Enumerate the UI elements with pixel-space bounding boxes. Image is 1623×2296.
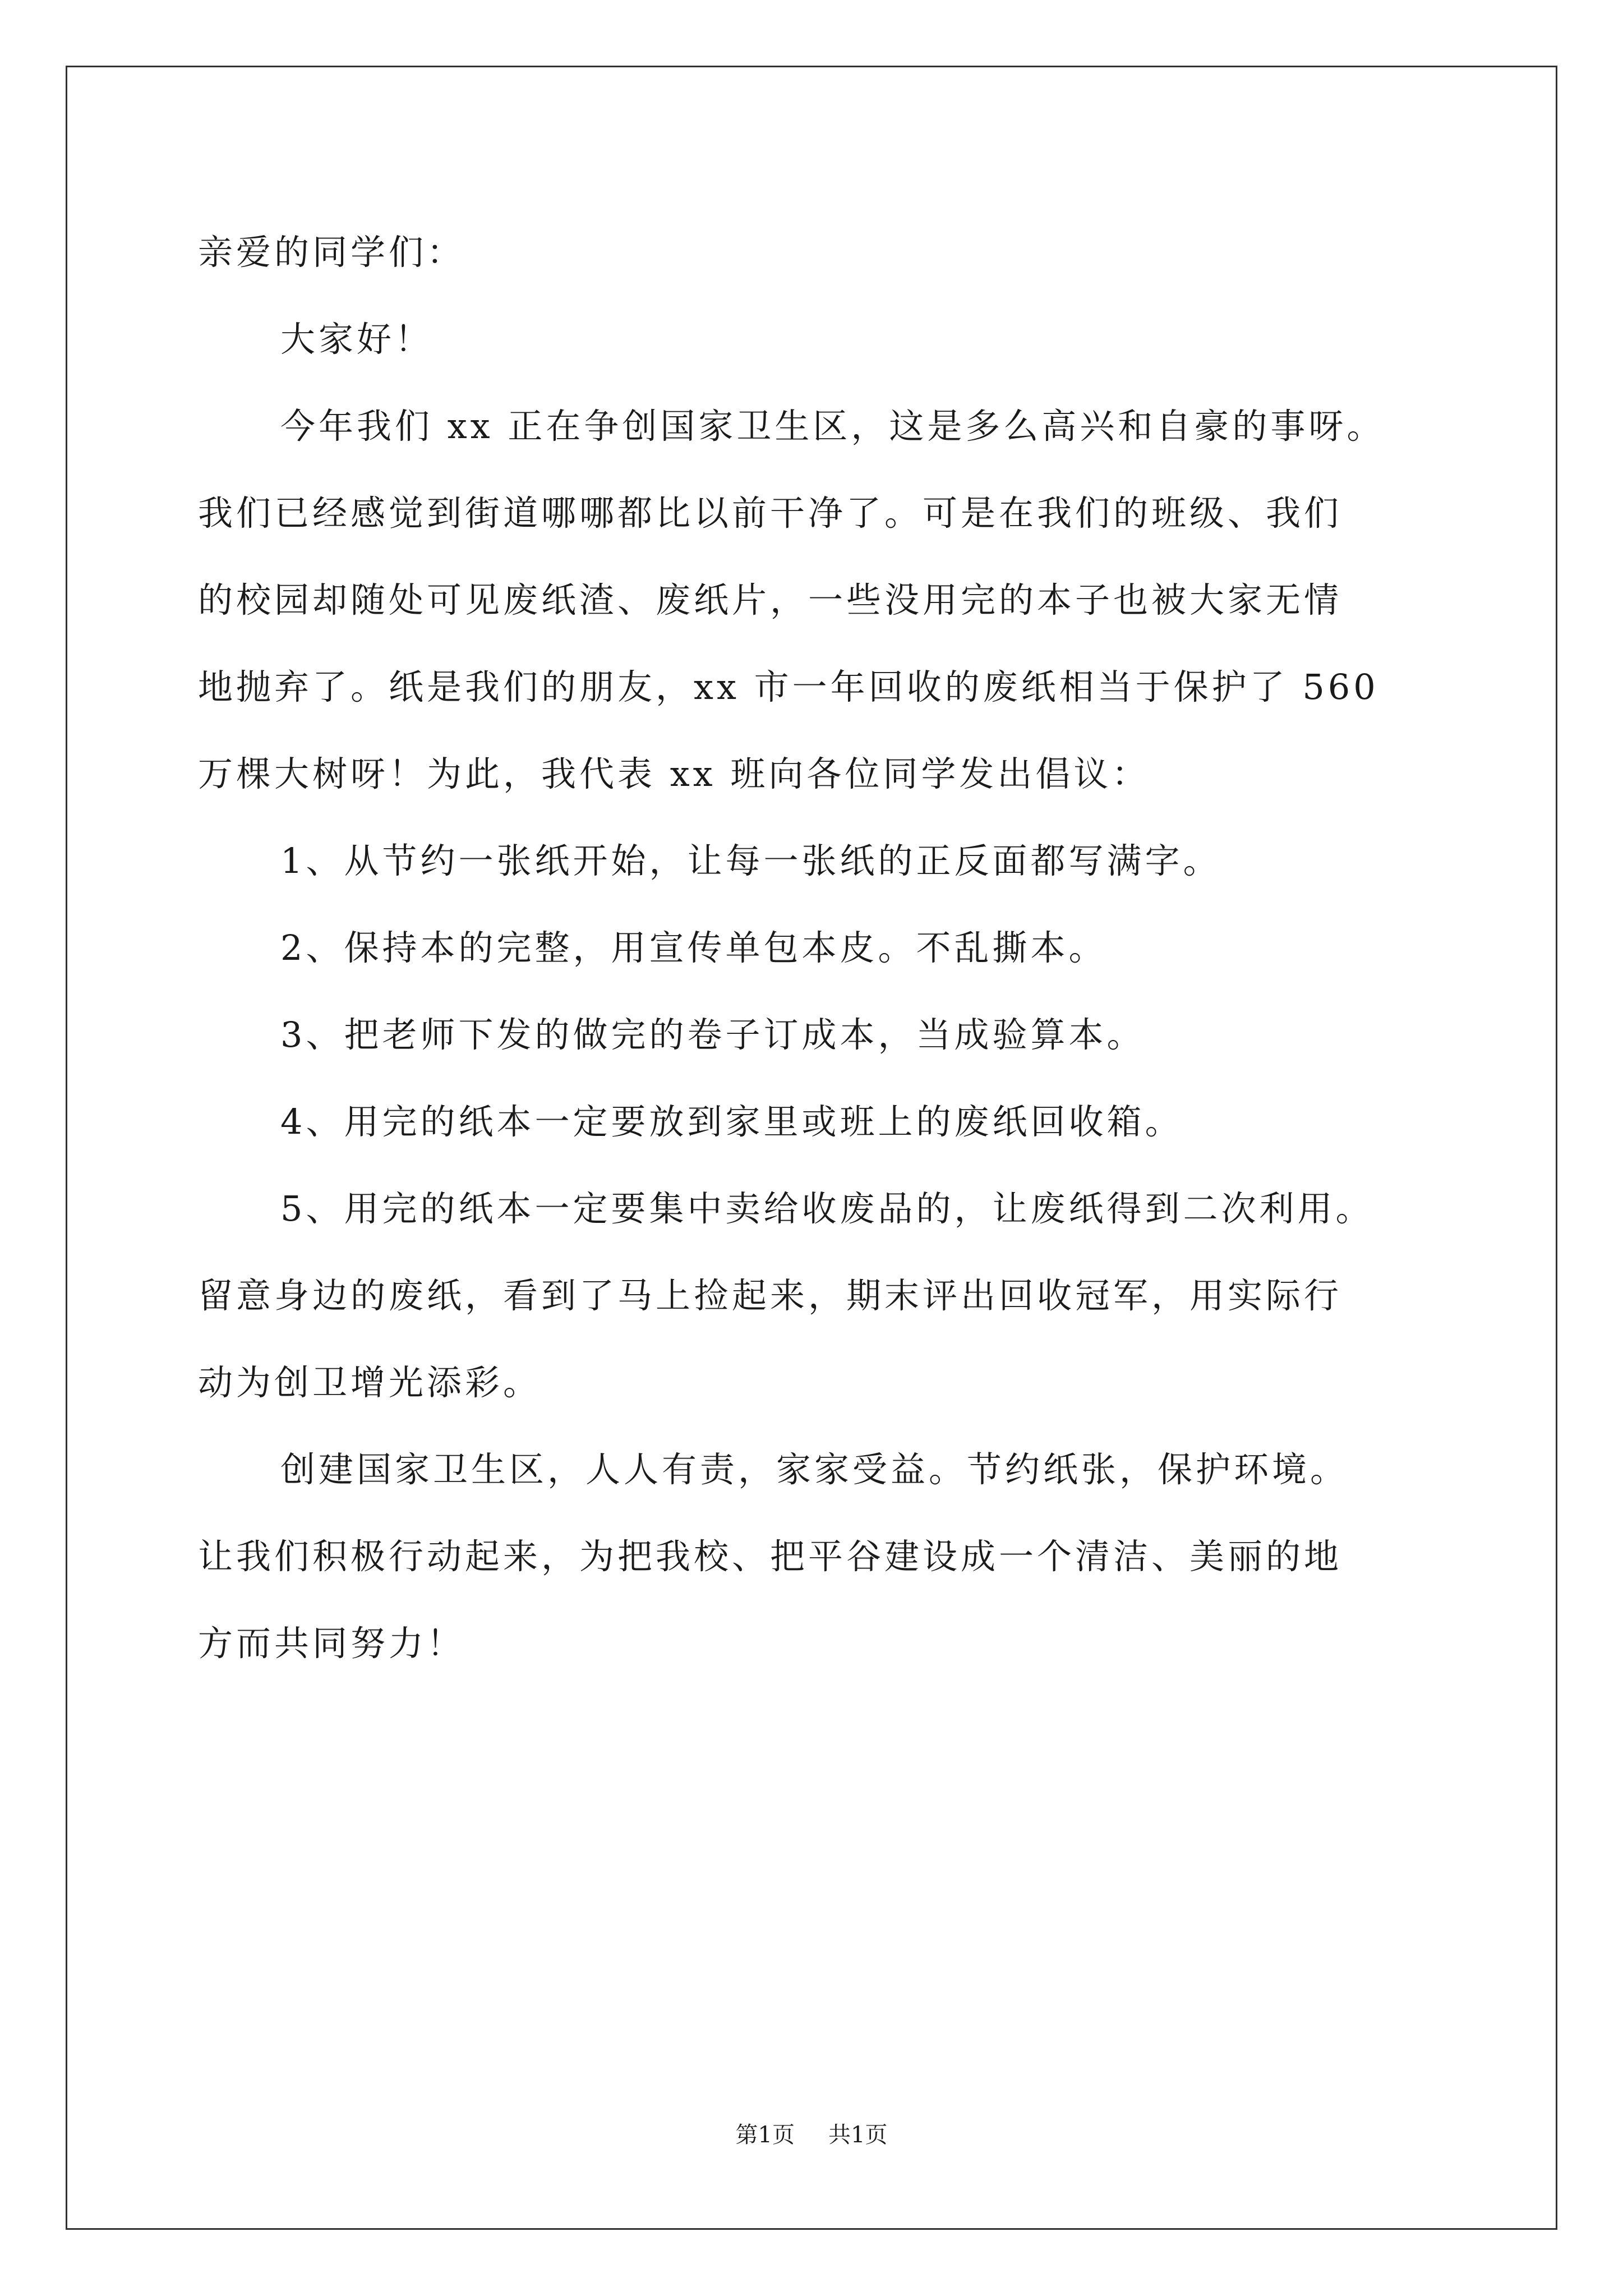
salutation: 亲爱的同学们： [198, 232, 465, 273]
page-number: 第1页 [735, 2122, 795, 2148]
body-line: 我们已经感觉到街道哪哪都比以前干净了。可是在我们的班级、我们 [198, 493, 1343, 533]
page-total: 共1页 [828, 2122, 888, 2148]
proposal-item-3: 3、把老师下发的做完的卷子订成本，当成验算本。 [280, 1014, 1145, 1055]
page-footer [0, 2119, 1623, 2151]
closing-line: 方而共同努力！ [198, 1623, 465, 1664]
body-line: 的校园却随处可见废纸渣、废纸片，一些没用完的本子也被大家无情 [198, 579, 1343, 620]
proposal-item-5: 5、用完的纸本一定要集中卖给收废品的，让废纸得到二次利用。 [280, 1188, 1374, 1229]
proposal-item-4: 4、用完的纸本一定要放到家里或班上的废纸回收箱。 [280, 1101, 1183, 1142]
page-border [66, 66, 1557, 2230]
proposal-item-2: 2、保持本的完整，用宣传单包本皮。不乱撕本。 [280, 927, 1107, 968]
body-line: 留意身边的废纸，看到了马上捡起来，期末评出回收冠军，用实际行 [198, 1275, 1343, 1316]
proposal-item-1: 1、从节约一张纸开始，让每一张纸的正反面都写满字。 [280, 840, 1221, 881]
body-line: 万棵大树呀！为此，我代表 xx 班向各位同学发出倡议： [198, 753, 1150, 794]
body-line: 地抛弃了。纸是我们的朋友，xx 市一年回收的废纸相当于保护了 560 [198, 666, 1379, 707]
greeting: 大家好！ [280, 319, 434, 360]
closing-line: 创建国家卫生区，人人有责，家家受益。节约纸张，保护环境。 [280, 1449, 1349, 1490]
body-line: 动为创卫增光添彩。 [198, 1362, 542, 1403]
closing-line: 让我们积极行动起来，为把我校、把平谷建设成一个清洁、美丽的地 [198, 1536, 1343, 1577]
body-line: 今年我们 xx 正在争创国家卫生区，这是多么高兴和自豪的事呀。 [280, 406, 1385, 447]
